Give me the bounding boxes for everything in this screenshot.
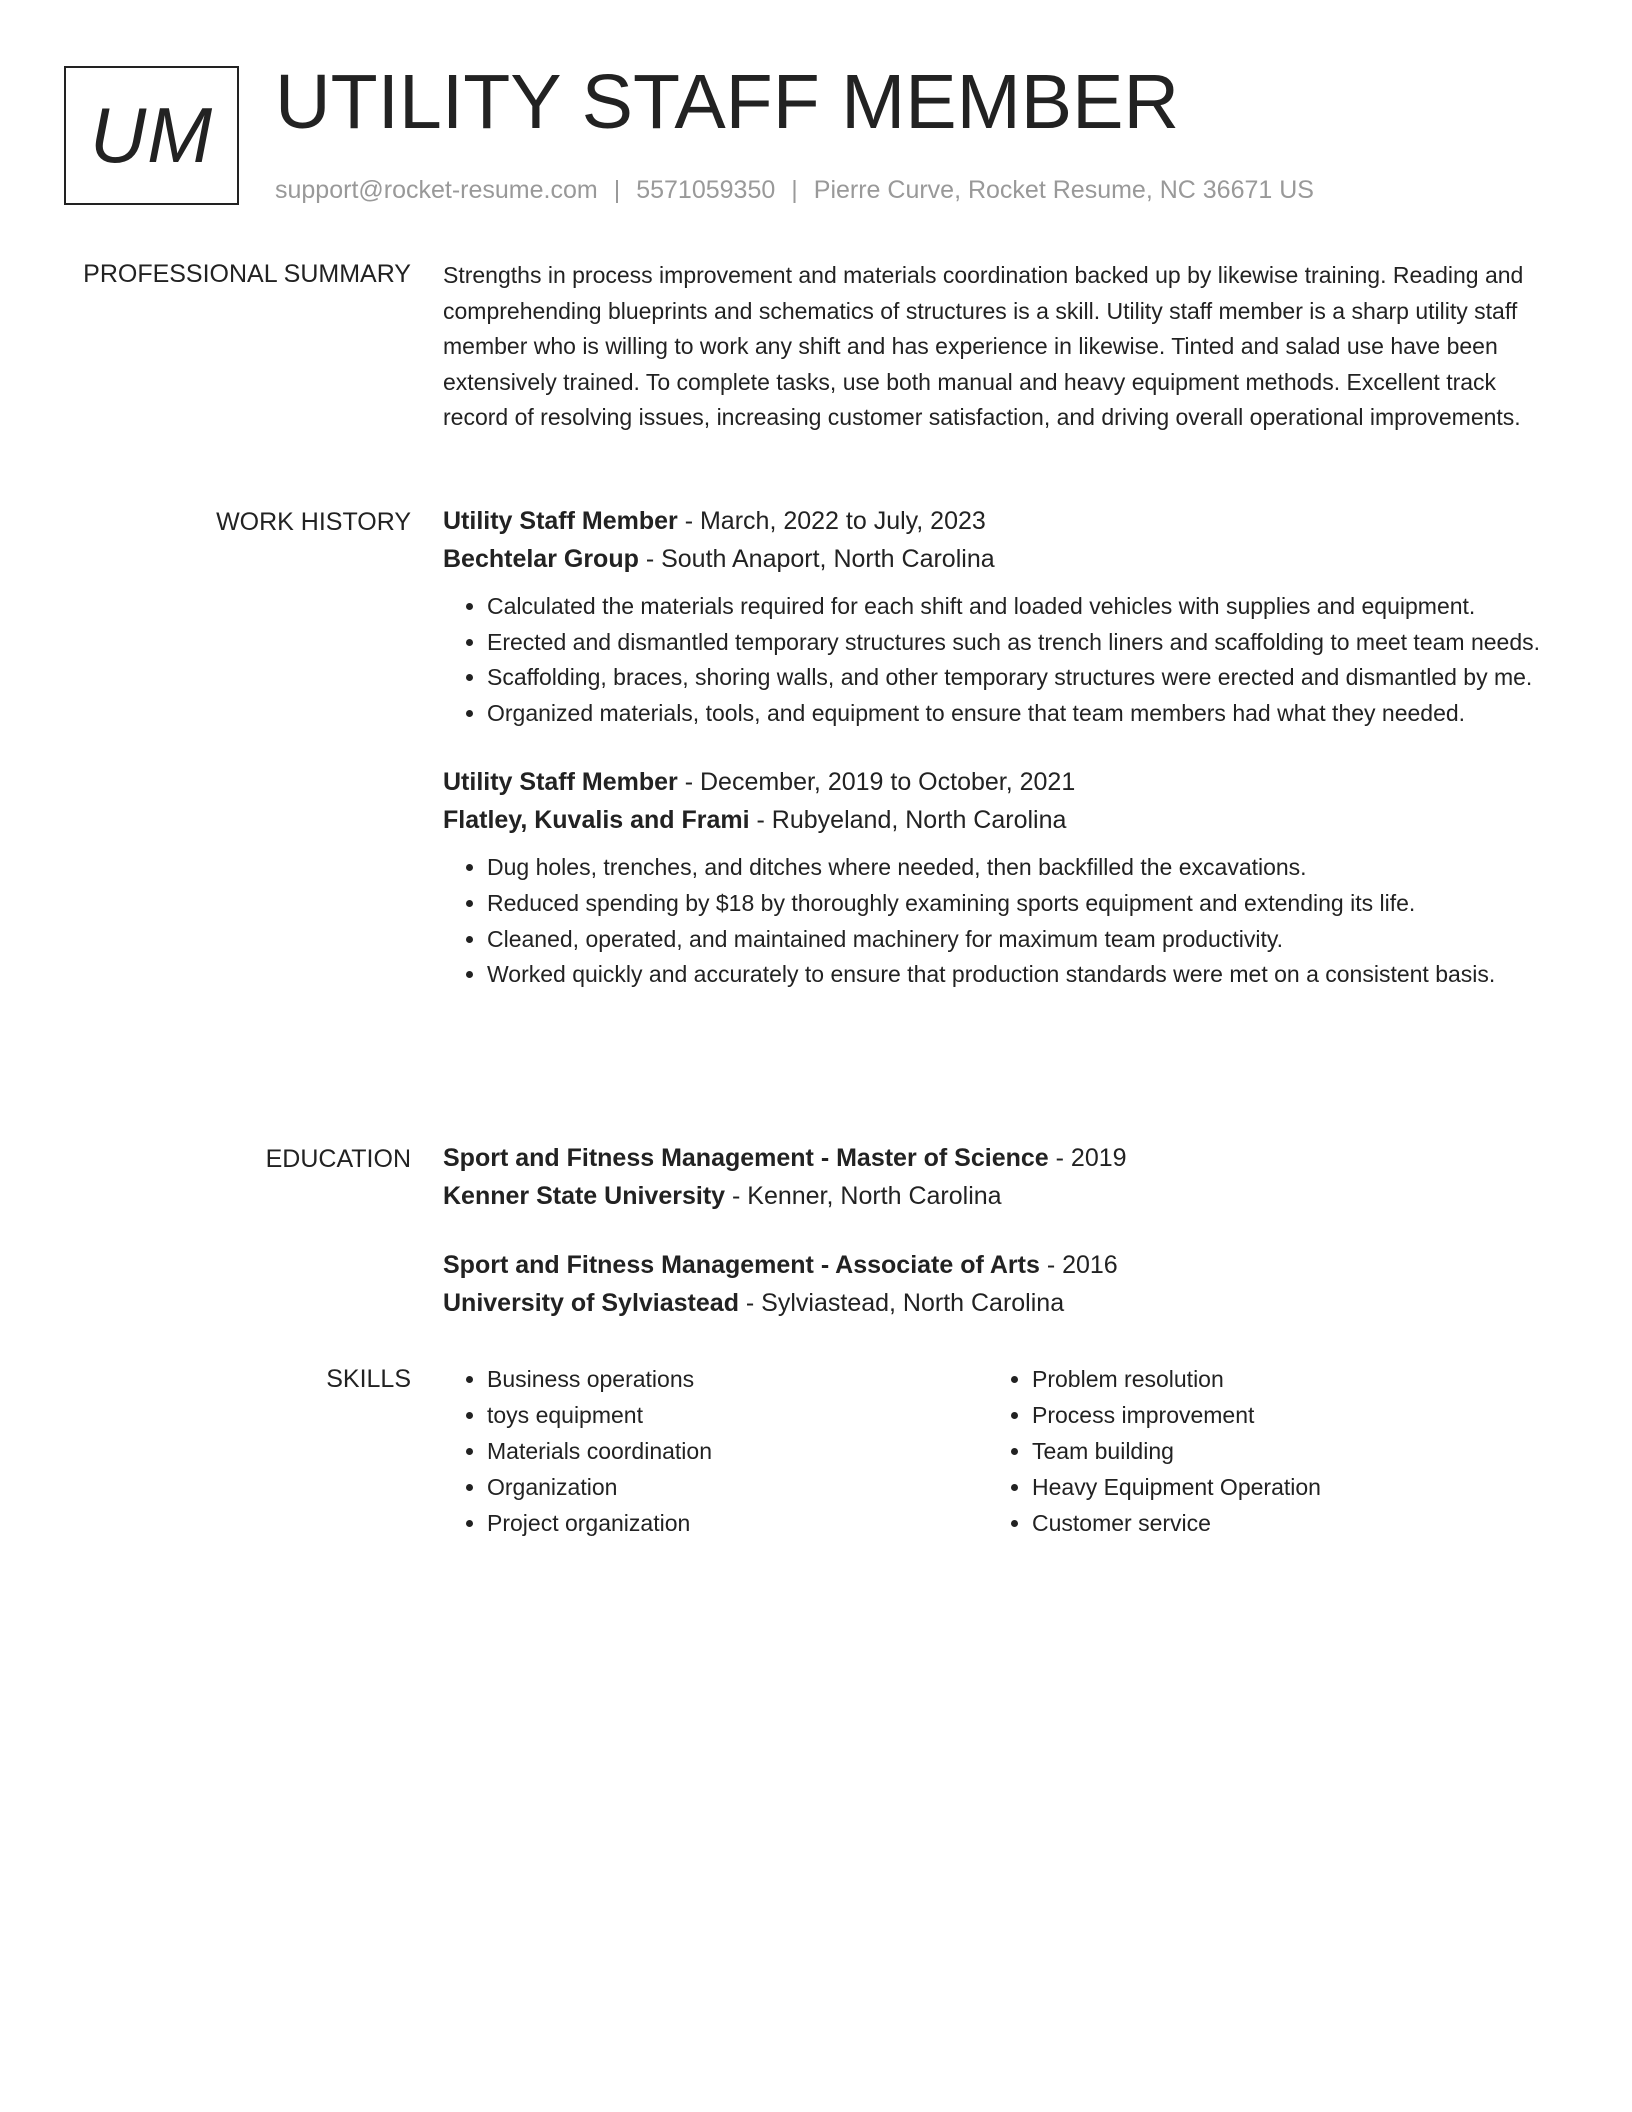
- job-bullet: • Reduced spending by $18 by thoroughly examining sports equipment and extending its life.: [487, 886, 1553, 922]
- job-bullet-list: [443, 589, 1553, 731]
- job-company: Flatley, Kuvalis and Frami: [443, 806, 750, 835]
- education-location: - Kenner, North Carolina: [725, 1182, 1002, 1210]
- education-year: - 2016: [1039, 1251, 1118, 1279]
- contact-address: Pierre Curve, Rocket Resume, NC 36671 US: [813, 176, 1314, 204]
- skills-columns: [443, 1361, 1553, 1541]
- job-role: Utility Staff Member: [443, 768, 678, 797]
- contact-separator: |: [791, 176, 798, 204]
- job-bullet-list: [443, 850, 1553, 992]
- work-history-body: [443, 502, 1553, 1025]
- contact-phone: 5571059350: [636, 176, 776, 204]
- summary-body: [443, 258, 1553, 436]
- section-title-skills: SKILLS: [326, 1365, 411, 1393]
- skills-body: [443, 1361, 1553, 1541]
- job-bullet: • Calculated the materials required for each shift and loaded vehicles with supplies and equipment.: [487, 589, 1553, 625]
- job-bullet: • Worked quickly and accurately to ensure that production standards were met on a consistent basis.: [487, 957, 1553, 993]
- education-entry: [443, 1139, 1553, 1215]
- education-entry: [443, 1246, 1553, 1322]
- skill-item: • Project organization: [487, 1505, 988, 1541]
- job-company: Bechtelar Group: [443, 545, 639, 573]
- skill-item: • Problem resolution: [1032, 1361, 1533, 1397]
- contact-email: support@rocket-resume.com: [275, 176, 598, 204]
- job-bullet: • Cleaned, operated, and maintained machinery for maximum team productivity.: [487, 922, 1553, 958]
- contact-line: [275, 173, 1314, 207]
- education-school: Kenner State University: [443, 1182, 726, 1210]
- skills-column-right: [988, 1361, 1533, 1541]
- job-entry: [443, 763, 1553, 992]
- monogram-initials: UM: [89, 91, 214, 179]
- job-dates: - December, 2019 to October, 2021: [677, 768, 1076, 797]
- job-company-line: [443, 801, 1553, 839]
- job-location: - South Anaport, North Carolina: [638, 545, 995, 573]
- job-role: Utility Staff Member: [443, 507, 678, 535]
- job-company-line: [443, 540, 1553, 578]
- education-school-line: [443, 1284, 1553, 1322]
- skill-item: • Business operations: [487, 1361, 988, 1397]
- skill-item: • Team building: [1032, 1433, 1533, 1469]
- education-degree-line: [443, 1246, 1553, 1284]
- job-bullet: • Organized materials, tools, and equipment to ensure that team members had what they needed.: [487, 696, 1553, 732]
- section-title-education: EDUCATION: [265, 1145, 411, 1173]
- skill-item: • toys equipment: [487, 1397, 988, 1433]
- education-location: - Sylviastead, North Carolina: [738, 1289, 1065, 1317]
- skills-list: [443, 1361, 988, 1541]
- skill-item: • Customer service: [1032, 1505, 1533, 1541]
- job-dates: - March, 2022 to July, 2023: [677, 507, 986, 535]
- education-degree: Sport and Fitness Management - Associate of Arts: [443, 1251, 1040, 1279]
- job-title-line: [443, 763, 1553, 801]
- section-title-summary: PROFESSIONAL SUMMARY: [83, 260, 411, 288]
- skills-column-left: [443, 1361, 988, 1541]
- skill-item: • Heavy Equipment Operation: [1032, 1469, 1533, 1505]
- job-bullet: • Dug holes, trenches, and ditches where needed, then backfilled the excavations.: [487, 850, 1553, 886]
- job-title-line: [443, 502, 1553, 540]
- skill-item: • Process improvement: [1032, 1397, 1533, 1433]
- education-school: University of Sylviastead: [443, 1289, 739, 1317]
- skill-item: • Organization: [487, 1469, 988, 1505]
- education-year: - 2019: [1048, 1144, 1127, 1172]
- education-body: [443, 1139, 1553, 1353]
- job-bullet: • Scaffolding, braces, shoring walls, and other temporary structures were erected and dismantled by me.: [487, 660, 1553, 696]
- skills-list: [988, 1361, 1533, 1541]
- skill-item: • Materials coordination: [487, 1433, 988, 1469]
- summary-text: Strengths in process improvement and materials coordination backed up by likewise training. Reading and comprehending blueprints and schematics of structures is a skill. Utility staff member is a sharp utility staff member who is willing to work any shift and has experience in likewise. Tinted and salad use have been extensively trained. To complete tasks, use both manual and heavy equipment methods. Excellent track record of resolving issues, increasing customer satisfaction, and driving overall operational improvements.: [443, 262, 1524, 431]
- education-degree-line: [443, 1139, 1553, 1177]
- education-degree: Sport and Fitness Management - Master of Science: [443, 1144, 1049, 1172]
- job-location: - Rubyeland, North Carolina: [749, 806, 1067, 835]
- candidate-name: UTILITY STAFF MEMBER: [275, 59, 1180, 145]
- contact-separator: |: [613, 176, 621, 204]
- monogram-box: [64, 66, 239, 205]
- job-entry: [443, 502, 1553, 731]
- section-title-work-history: WORK HISTORY: [216, 508, 411, 536]
- education-school-line: [443, 1177, 1553, 1215]
- job-bullet: • Erected and dismantled temporary structures such as trench liners and scaffolding to meet team needs.: [487, 625, 1553, 661]
